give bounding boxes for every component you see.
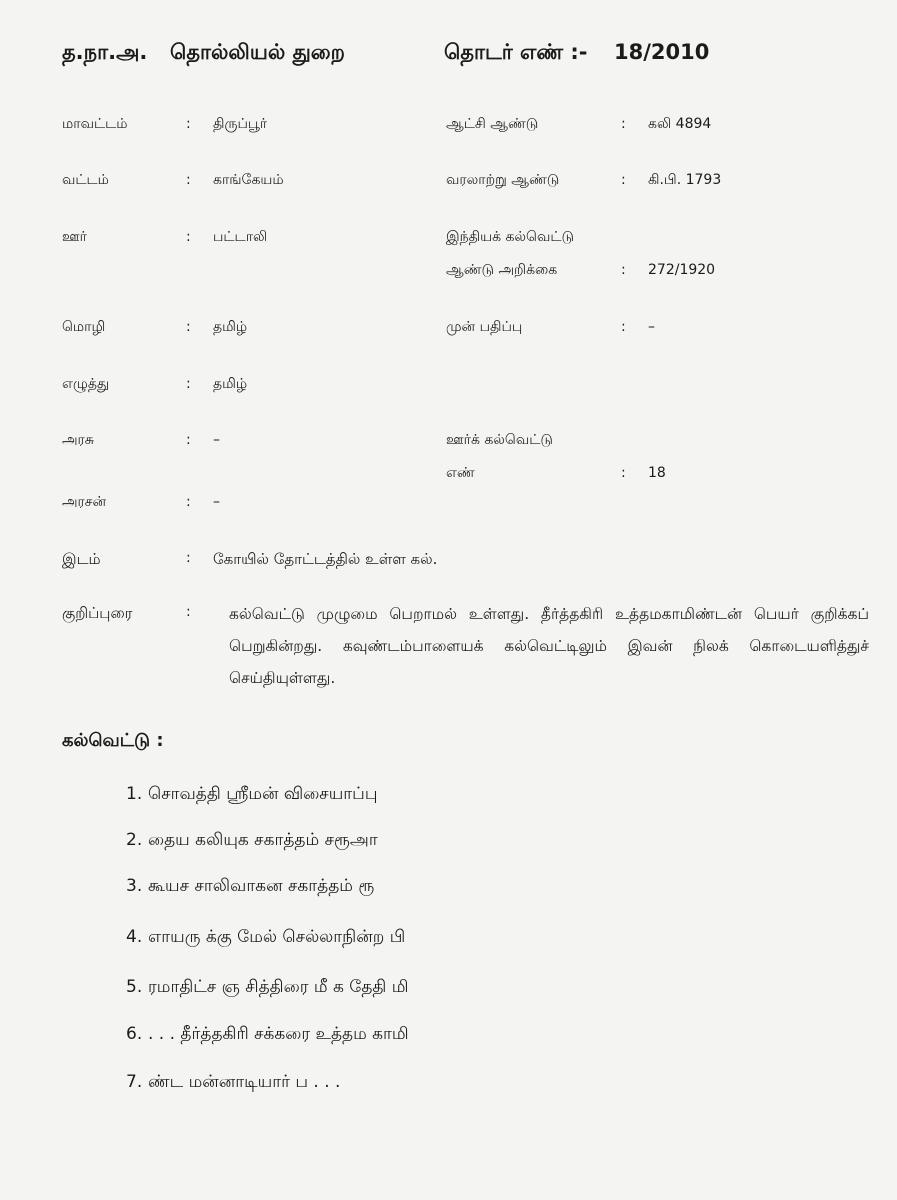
line-number: 4. <box>126 927 143 947</box>
field-label: ஆண்டு அறிக்கை <box>446 262 558 278</box>
field-label: ஆட்சி ஆண்டு <box>446 116 539 132</box>
field-colon: : <box>621 116 626 132</box>
field-label-line1: இந்தியக் கல்வெட்டு <box>446 229 574 245</box>
field-value: 18 <box>648 465 666 481</box>
line-text: கூயச சாலிவாகன சகாத்தம் ரூ <box>148 876 375 896</box>
field-label: முன் பதிப்பு <box>446 319 523 335</box>
field-label: மாவட்டம் <box>62 116 128 132</box>
field-value: கி.பி. 1793 <box>648 172 722 188</box>
inscription-line <box>126 977 409 999</box>
field-value: – <box>213 432 220 448</box>
field-value: – <box>213 494 220 510</box>
remarks-colon: : <box>186 604 191 620</box>
line-number: 2. <box>126 830 143 850</box>
line-text: . . . தீர்த்தகிரி சக்கரை உத்தம காமி <box>148 1024 409 1044</box>
serial-number: 18/2010 <box>614 40 710 64</box>
field-colon: : <box>186 494 191 510</box>
field-label: வரலாற்று ஆண்டு <box>446 172 560 188</box>
line-number: 5. <box>126 977 143 997</box>
line-text: எாயரு க்கு மேல் செல்லாநின்ற பி <box>148 927 406 947</box>
line-number: 1. <box>126 784 143 804</box>
field-value: கலி 4894 <box>648 116 712 132</box>
field-label: எண் <box>446 465 475 481</box>
field-colon: : <box>621 319 626 335</box>
field-colon: : <box>186 172 191 188</box>
inscription-line <box>126 1072 340 1094</box>
field-value: தமிழ் <box>213 376 248 392</box>
line-text: ண்ட மன்னாடியார் ப . . . <box>148 1072 341 1092</box>
remarks-text: கல்வெட்டு முழுமை பெறாமல் உள்ளது. தீர்த்தகிரி உத்தமகாமிண்டன் பெயர் குறிக்கப் பெறுகின்றது. கவுண்டம்பாளையக் கல்வெட்டிலும் இவன் நிலக் கொடையளித்துச் செய்தியுள்ளது. <box>229 605 869 687</box>
serial-label: தொடர் எண் :- <box>444 40 588 64</box>
department-abbrev: த.நா.அ. <box>62 40 148 64</box>
field-label: ஊர் <box>62 229 87 245</box>
field-label: அரசு <box>62 432 94 448</box>
inscription-line <box>126 1024 409 1046</box>
line-text: தைய கலியுக சகாத்தம் சரூஅா <box>148 830 378 850</box>
field-colon: : <box>186 550 191 566</box>
field-value: – <box>648 319 655 335</box>
field-value: பட்டாலி <box>213 229 268 245</box>
line-number: 6. <box>126 1024 143 1044</box>
inscription-line <box>126 927 405 949</box>
line-number: 3. <box>126 876 143 896</box>
field-colon: : <box>186 229 191 245</box>
field-label: மொழி <box>62 319 106 335</box>
field-colon: : <box>186 432 191 448</box>
inscription-line <box>126 784 377 806</box>
field-value: 272/1920 <box>648 262 716 278</box>
field-label-line1: ஊர்க் கல்வெட்டு <box>446 432 553 448</box>
line-number: 7. <box>126 1072 143 1092</box>
line-text: சொவத்தி ஸ்ரீமன் விசையாப்பு <box>148 784 378 804</box>
inscription-heading: கல்வெட்டு : <box>62 730 164 751</box>
inscription-line <box>126 876 374 898</box>
line-text: ரமாதிட்ச ஞ சித்திரை மீ க தேதி மி <box>148 977 409 997</box>
field-value: கோயில் தோட்டத்தில் உள்ள கல். <box>213 550 438 568</box>
field-value: காங்கேயம் <box>213 172 284 188</box>
field-colon: : <box>186 116 191 132</box>
inscription-line <box>126 830 378 852</box>
field-colon: : <box>621 465 626 481</box>
field-colon: : <box>621 172 626 188</box>
field-colon: : <box>621 262 626 278</box>
field-label: அரசன் <box>62 494 107 510</box>
field-colon: : <box>186 319 191 335</box>
field-value: தமிழ் <box>213 319 248 335</box>
field-label: இடம் <box>62 550 101 568</box>
department-name: தொல்லியல் துறை <box>170 40 345 64</box>
remarks-label: குறிப்புரை <box>62 604 133 622</box>
field-value: திருப்பூர் <box>213 116 268 132</box>
field-label: வட்டம் <box>62 172 109 188</box>
field-colon: : <box>186 376 191 392</box>
field-label: எழுத்து <box>62 376 110 392</box>
